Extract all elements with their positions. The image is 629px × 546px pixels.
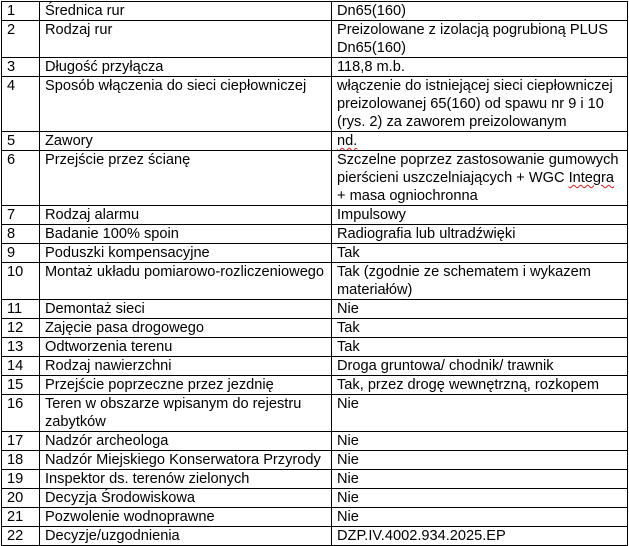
parameter-name: Decyzje/uzgodnienia bbox=[40, 527, 332, 546]
parameter-name: Zawory bbox=[40, 132, 332, 151]
parameter-name: Przejście przez ścianę bbox=[40, 151, 332, 206]
parameter-value: Dn65(160) bbox=[332, 2, 628, 21]
row-number: 4 bbox=[2, 77, 40, 132]
table-row bbox=[2, 206, 628, 225]
row-number: 20 bbox=[2, 489, 40, 508]
parameter-value: Tak, przez drogę wewnętrzną, rozkopem bbox=[332, 376, 628, 395]
table-row bbox=[2, 376, 628, 395]
parameter-name: Montaż układu pomiarowo-rozliczeniowego bbox=[40, 263, 332, 300]
table-row bbox=[2, 489, 628, 508]
row-number: 7 bbox=[2, 206, 40, 225]
table-row bbox=[2, 151, 628, 206]
parameter-name: Sposób włączenia do sieci ciepłowniczej bbox=[40, 77, 332, 132]
parameter-value: DZP.IV.4002.934.2025.EP bbox=[332, 527, 628, 546]
value-text-start: Szczelne poprzez zastosowanie gumowych pierścieni uszczelniających + WGC bbox=[337, 152, 619, 186]
table-row bbox=[2, 58, 628, 77]
row-number: 14 bbox=[2, 357, 40, 376]
table-row bbox=[2, 244, 628, 263]
table-row bbox=[2, 451, 628, 470]
parameter-value: Nie bbox=[332, 432, 628, 451]
parameter-name: Nadzór archeologa bbox=[40, 432, 332, 451]
table-row bbox=[2, 300, 628, 319]
parameter-name: Rodzaj alarmu bbox=[40, 206, 332, 225]
spellcheck-flagged-word: Integra bbox=[568, 170, 614, 186]
table-row bbox=[2, 319, 628, 338]
parameter-name: Pozwolenie wodnoprawne bbox=[40, 508, 332, 527]
parameter-value: Nie bbox=[332, 508, 628, 527]
row-number: 1 bbox=[2, 2, 40, 21]
row-number: 6 bbox=[2, 151, 40, 206]
row-number: 16 bbox=[2, 395, 40, 432]
row-number: 22 bbox=[2, 527, 40, 546]
row-number: 10 bbox=[2, 263, 40, 300]
parameter-name: Średnica rur bbox=[40, 2, 332, 21]
row-number: 13 bbox=[2, 338, 40, 357]
parameter-name: Poduszki kompensacyjne bbox=[40, 244, 332, 263]
parameter-name: Nadzór Miejskiego Konserwatora Przyrody bbox=[40, 451, 332, 470]
parameter-value: Tak (zgodnie ze schematem i wykazem materiałów) bbox=[332, 263, 628, 300]
row-number: 2 bbox=[2, 21, 40, 58]
parameter-name: Inspektor ds. terenów zielonych bbox=[40, 470, 332, 489]
parameter-name: Rodzaj rur bbox=[40, 21, 332, 58]
table-row bbox=[2, 527, 628, 546]
parameter-name: Rodzaj nawierzchni bbox=[40, 357, 332, 376]
parameter-value: Nie bbox=[332, 300, 628, 319]
row-number: 8 bbox=[2, 225, 40, 244]
table-row bbox=[2, 338, 628, 357]
table-row bbox=[2, 132, 628, 151]
parameter-value: Nie bbox=[332, 395, 628, 432]
row-number: 18 bbox=[2, 451, 40, 470]
parameter-name: Przejście poprzeczne przez jezdnię bbox=[40, 376, 332, 395]
parameter-value: Preizolowane z izolacją pogrubioną PLUS Dn65(160) bbox=[332, 21, 628, 58]
row-number: 15 bbox=[2, 376, 40, 395]
parameter-value: Tak bbox=[332, 319, 628, 338]
row-number: 11 bbox=[2, 300, 40, 319]
parameter-value bbox=[332, 132, 628, 151]
parameter-value: Droga gruntowa/ chodnik/ trawnik bbox=[332, 357, 628, 376]
specification-table-body bbox=[2, 2, 628, 546]
value-text-end: + masa ogniochronna bbox=[337, 188, 478, 204]
parameter-value: Nie bbox=[332, 489, 628, 508]
parameter-value: Radiografia lub ultradźwięki bbox=[332, 225, 628, 244]
parameter-name: Długość przyłącza bbox=[40, 58, 332, 77]
table-row bbox=[2, 470, 628, 489]
parameter-value bbox=[332, 151, 628, 206]
parameter-value: Nie bbox=[332, 451, 628, 470]
specification-table bbox=[1, 1, 628, 546]
parameter-value: Impulsowy bbox=[332, 206, 628, 225]
parameter-name: Teren w obszarze wpisanym do rejestru zabytków bbox=[40, 395, 332, 432]
parameter-value: Nie bbox=[332, 470, 628, 489]
parameter-value: Tak bbox=[332, 338, 628, 357]
spellcheck-flagged-word: nd. bbox=[337, 133, 358, 149]
row-number: 21 bbox=[2, 508, 40, 527]
table-row bbox=[2, 395, 628, 432]
table-row bbox=[2, 225, 628, 244]
row-number: 17 bbox=[2, 432, 40, 451]
row-number: 3 bbox=[2, 58, 40, 77]
table-row bbox=[2, 357, 628, 376]
parameter-value: włączenie do istniejącej sieci ciepłowniczej preizolowanej 65(160) od spawu nr 9 i 10 (rys. 2) za zaworem preizolowanym bbox=[332, 77, 628, 132]
parameter-value: 118,8 m.b. bbox=[332, 58, 628, 77]
table-row bbox=[2, 2, 628, 21]
parameter-name: Zajęcie pasa drogowego bbox=[40, 319, 332, 338]
table-row bbox=[2, 432, 628, 451]
table-row bbox=[2, 21, 628, 58]
row-number: 12 bbox=[2, 319, 40, 338]
row-number: 9 bbox=[2, 244, 40, 263]
row-number: 19 bbox=[2, 470, 40, 489]
table-row bbox=[2, 508, 628, 527]
row-number: 5 bbox=[2, 132, 40, 151]
table-row bbox=[2, 263, 628, 300]
parameter-value: Tak bbox=[332, 244, 628, 263]
parameter-name: Badanie 100% spoin bbox=[40, 225, 332, 244]
parameter-name: Decyzja Środowiskowa bbox=[40, 489, 332, 508]
table-row bbox=[2, 77, 628, 132]
parameter-name: Demontaż sieci bbox=[40, 300, 332, 319]
parameter-name: Odtworzenia terenu bbox=[40, 338, 332, 357]
